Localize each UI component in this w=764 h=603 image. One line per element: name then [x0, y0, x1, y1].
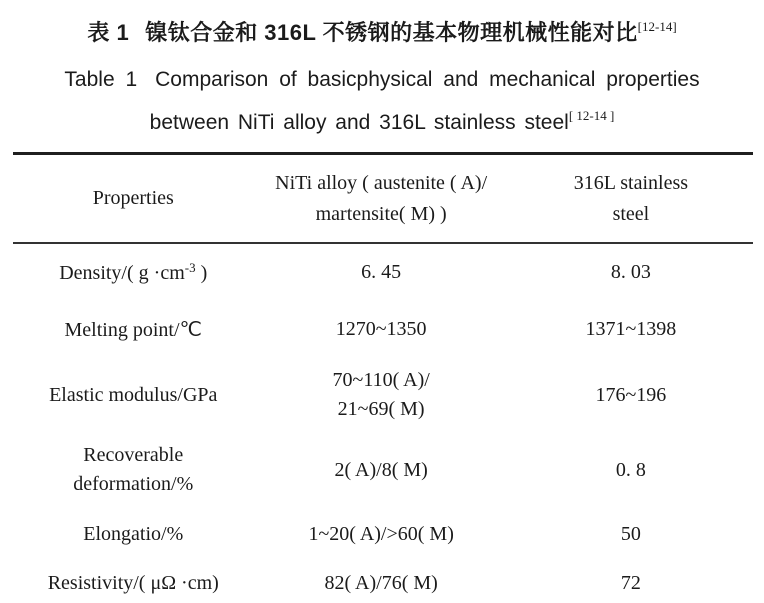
header-niti-alloy	[254, 168, 509, 230]
property-cell: Resistivity/( μΩ ·cm)	[47, 572, 219, 594]
table-title-cn: 镍钛合金和 316L 不锈钢的基本物理机械性能对比	[145, 20, 638, 45]
steel-value: 1371~1398	[585, 317, 677, 340]
table-row-elastic-modulus	[13, 357, 753, 433]
niti-value: 1~20( A)/>60( M)	[308, 522, 454, 545]
property-cell	[13, 441, 254, 499]
table-caption-chinese	[0, 0, 764, 48]
property-cell: Melting point/℃	[64, 318, 202, 341]
header-properties: Properties	[92, 187, 174, 209]
niti-value: 1270~1350	[335, 317, 427, 340]
table-row-melting-point	[13, 301, 753, 357]
table-caption-english-line1	[0, 66, 764, 94]
table-header-row	[13, 155, 753, 242]
property-label-tail: )	[195, 262, 208, 284]
header-niti-line1: NiTi alloy ( austenite ( A)/	[275, 171, 488, 194]
steel-value: 176~196	[595, 383, 667, 406]
niti-value	[254, 366, 509, 424]
table-number-cn: 表 1	[87, 20, 130, 45]
table-title-en-line2: between NiTi alloy and 316L stainless steel	[149, 111, 569, 134]
header-steel-line1: 316L stainless	[573, 171, 689, 194]
table-title-en-line1: Comparison of basicphysical and mechanical properties	[155, 68, 700, 91]
niti-value: 2( A)/8( M)	[334, 458, 428, 481]
header-steel-line2: steel	[612, 202, 650, 225]
niti-value: 82( A)/76( M)	[324, 572, 438, 594]
property-label-line1: Recoverable	[83, 444, 184, 466]
unit-exponent: -3	[184, 260, 196, 275]
niti-value-line1: 70~110( A)/	[332, 369, 430, 391]
header-316l-steel	[509, 168, 753, 230]
table-row-resistivity	[13, 561, 753, 603]
niti-value: 6. 45	[361, 261, 402, 283]
citation-ref-cn: [12-14]	[637, 19, 677, 34]
steel-value: 8. 03	[610, 261, 651, 283]
niti-value-line2: 21~69( M)	[337, 398, 425, 420]
property-cell	[13, 260, 254, 285]
table-row-density	[13, 244, 753, 301]
steel-value: 72	[620, 572, 641, 594]
property-label-line2: deformation/%	[73, 473, 194, 495]
table-number-en: Table 1	[64, 68, 138, 91]
property-cell: Elongatio/%	[83, 522, 184, 545]
table-row-recoverable-deformation	[13, 433, 753, 507]
properties-comparison-table	[13, 152, 753, 603]
steel-value: 50	[620, 522, 641, 545]
property-cell: Elastic modulus/GPa	[49, 383, 218, 406]
property-label: Density/( g ·cm	[59, 262, 185, 284]
table-row-elongation	[13, 507, 753, 561]
citation-ref-en: [ 12-14 ]	[568, 108, 615, 123]
table-caption-english-line2	[0, 102, 764, 137]
header-niti-line2: martensite( M) )	[315, 202, 447, 225]
steel-value: 0. 8	[615, 458, 646, 481]
